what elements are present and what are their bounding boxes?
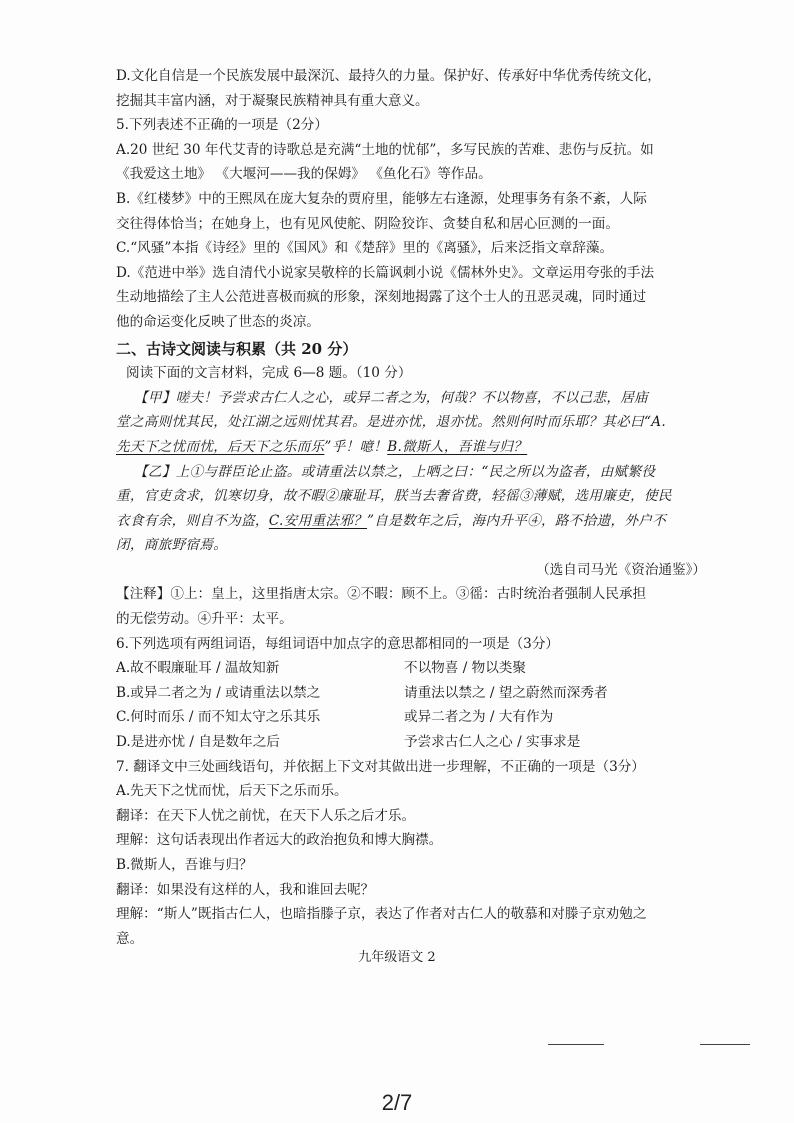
q6-option-left: A.故不暇廉耻耳 / 温故知新	[116, 660, 280, 677]
passage-yi-line: 闭，商旅野宿焉。	[116, 537, 228, 554]
q6-option-left: D.是进亦忧 / 自是数年之后	[116, 734, 280, 751]
q6-option-right: 不以物喜 / 物以类聚	[404, 660, 526, 677]
q5-option-d: D.《范进中举》选自清代小说家吴敬梓的长篇讽刺小说《儒林外史》。文章运用夸张的手法	[116, 264, 655, 281]
q6-option-row	[116, 656, 726, 681]
q6-option-right: 予尝求古仁人之心 / 实事求是	[404, 734, 581, 751]
underlined-sentence-c: C.安用重法邪？	[268, 512, 368, 529]
passage-jia-line: 堂之高则忧其民，处江湖之远则忧其君。是进亦忧，退亦忧。然则何时而乐耶？其必曰“A.	[116, 414, 666, 431]
annotation: 【注释】①上：皇上，这里指唐太宗。②不暇：顾不上。③徭：古时统治者强制人民承担	[116, 586, 647, 603]
q7-option-a: A.先天下之忧而忧，后天下之乐而乐。	[116, 783, 348, 800]
section-title: 二、古诗文阅读与积累（共 20 分）	[116, 339, 358, 358]
text-line: 《我爱这土地》 《大堰河——我的保姆》 《鱼化石》等作品。	[116, 166, 492, 183]
q6-option-right: 请重法以禁之 / 望之蔚然而深秀者	[404, 684, 608, 701]
passage-yi-line: 重，官吏贪求，饥寒切身，故不暇②廉耻耳，朕当去奢省费，轻徭③薄赋，选用廉吏，使民	[116, 488, 672, 505]
annotation: 的无偿劳动。④升平：太平。	[116, 611, 293, 628]
q7-option-b: B.微斯人，吾谁与归？	[116, 857, 253, 873]
question-7-stem: 7. 翻译文中三处画线语句，并依据上下文对其做出进一步理解，不正确的一项是（3分）	[116, 758, 645, 775]
passage-jia-line: 【甲】嗟夫！予尝求古仁人之心，或异二者之为，何哉？不以物喜，不以己悲，居庙	[134, 389, 649, 406]
q7-understanding: 理解：“斯人”既指古仁人，也暗指滕子京，表达了作者对古仁人的敬慕和对滕子京劝勉之	[116, 906, 647, 923]
text-line: 挖掘其丰富内涵，对于凝聚民族精神具有重大意义。	[116, 92, 429, 109]
passage-yi-line: 衣食有余，则自不为盗，C.安用重法邪？”自是数年之后，海内升平④，路不拾遗，外户不	[116, 512, 667, 529]
q5-option-a: A.20 世纪 30 年代艾青的诗歌总是充满“土地的忧郁”，多写民族的苦难、悲伤与反抗。如	[116, 141, 654, 158]
q5-option-c: C.“风骚”本指《诗经》里的《国风》和《楚辞》里的《离骚》，后来泛指文章辞藻。	[116, 240, 614, 257]
text-line: 交往得体恰当；在她身上，也有见风使舵、阴险狡诈、贪婪自私和居心叵测的一面。	[116, 215, 619, 232]
q6-option-row	[116, 681, 726, 706]
q6-option-left: B.或异二者之为 / 或请重法以禁之	[116, 684, 321, 701]
q7-understanding: 理解：这句话表现出作者远大的政治抱负和博大胸襟。	[116, 832, 443, 849]
text-line: 生动地描绘了主人公范进喜极而疯的形象，深刻地揭露了这个士人的丑恶灵魂，同时通过	[116, 289, 647, 306]
underlined-sentence-a: 先天下之忧而忧，后天下之乐而乐	[116, 438, 325, 455]
text-line: 他的命运变化反映了世态的炎凉。	[116, 313, 320, 330]
q7-translation: 翻译：在天下人忧之前忧，在天下人乐之后才乐。	[116, 807, 416, 824]
q6-option-left: C.何时而乐 / 而不知太守之乐其乐	[116, 709, 321, 726]
passage-yi-line: 【乙】上①与群臣论止盗。或请重法以禁之，上哂之曰：“民之所以为盗者，由赋繁役	[134, 463, 656, 480]
scan-mark	[548, 1044, 604, 1045]
underlined-sentence-b: B.微斯人，吾谁与归？	[387, 438, 528, 455]
page-footer: 九年级语文 2	[358, 950, 436, 965]
q6-option-row	[116, 730, 726, 755]
passage-jia-line: 先天下之忧而忧，后天下之乐而乐”乎！噫！B.微斯人，吾谁与归？	[116, 438, 528, 455]
page-content	[116, 64, 726, 951]
page-indicator: 2/7	[381, 1090, 413, 1115]
q6-option-row	[116, 705, 726, 730]
text-line: D.文化自信是一个民族发展中最深沉、最持久的力量。保护好、传承好中华优秀传统文化，	[116, 68, 661, 84]
reading-instruction: 阅读下面的文言材料，完成 6—8 题。（10 分）	[126, 365, 412, 382]
q7-translation: 翻译：如果没有这样的人，我和谁回去呢？	[116, 881, 375, 898]
text-line: 意。	[116, 930, 144, 947]
q6-option-right: 或异二者之为 / 大有作为	[404, 709, 554, 726]
q5-option-b: B.《红楼梦》中的王熙凤在庞大复杂的贾府里，能够左右逢源，处理事务有条不紊，人际	[116, 190, 647, 207]
question-5-stem: 5.下列表述不正确的一项是（2分）	[116, 117, 328, 134]
scan-mark	[700, 1044, 750, 1045]
passage-source: （选自司马光《资治通鉴》）	[536, 561, 706, 578]
question-6-stem: 6.下列选项有两组词语，每组词语中加点字的意思都相同的一项是（3分）	[116, 635, 560, 652]
